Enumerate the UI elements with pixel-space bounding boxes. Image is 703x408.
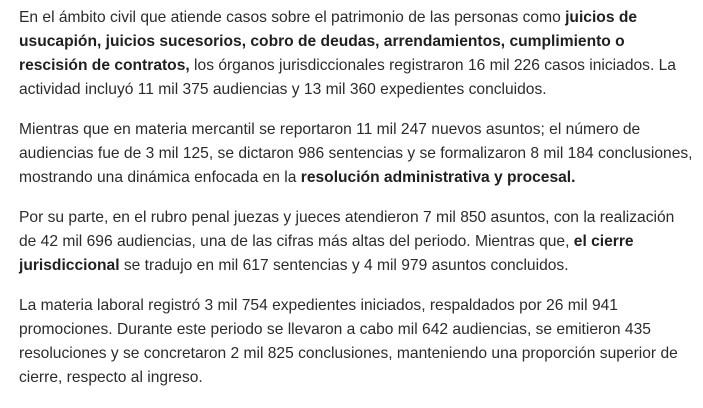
paragraph-text: los órganos jurisdiccionales registraron 16 mil 226 casos iniciados. La actividad incluyó 11 mil 375 audiencias y 13 mil 360 expedientes concluidos. bbox=[19, 57, 676, 98]
paragraph-text: En el ámbito civil que atiende casos sobre el patrimonio de las personas como bbox=[19, 9, 566, 26]
paragraph-text: se tradujo en mil 617 sentencias y 4 mil 979 asuntos concluidos. bbox=[119, 257, 569, 274]
paragraph-text: Mientras que en materia mercantil se reportaron 11 mil 247 nuevos asuntos; el número de audiencias fue de 3 mil 125, se dictaron 986 sentencias y se formalizaron 8 mil 184 conclusiones, mostrando una dinámica enfocada en la bbox=[19, 121, 693, 186]
bold-phrase: el cierre jurisdiccional bbox=[19, 233, 634, 274]
bold-phrase: juicios de usucapión, juicios sucesorios, cobro de deudas, arrendamientos, cumplimiento o rescisión de contratos, bbox=[19, 9, 638, 74]
paragraph-text: La materia laboral registró 3 mil 754 expedientes iniciados, respaldados por 26 mil 941 promociones. Durante este periodo se llevaron a cabo mil 642 audiencias, se emitieron 435 resoluciones y se concretaron 2 mil 825 conclusiones, manteniendo una proporción superior de cierre, respecto al ingreso. bbox=[19, 297, 678, 386]
paragraph-mercantil bbox=[19, 118, 695, 190]
paragraph-civil bbox=[19, 6, 695, 102]
paragraph-laboral bbox=[19, 294, 695, 390]
paragraph-penal bbox=[19, 206, 695, 278]
bold-phrase: resolución administrativa y procesal. bbox=[300, 169, 576, 186]
paragraph-text: Por su parte, en el rubro penal juezas y jueces atendieron 7 mil 850 asuntos, con la realización de 42 mil 696 audiencias, una de las cifras más altas del periodo. Mientras que, bbox=[19, 209, 675, 250]
